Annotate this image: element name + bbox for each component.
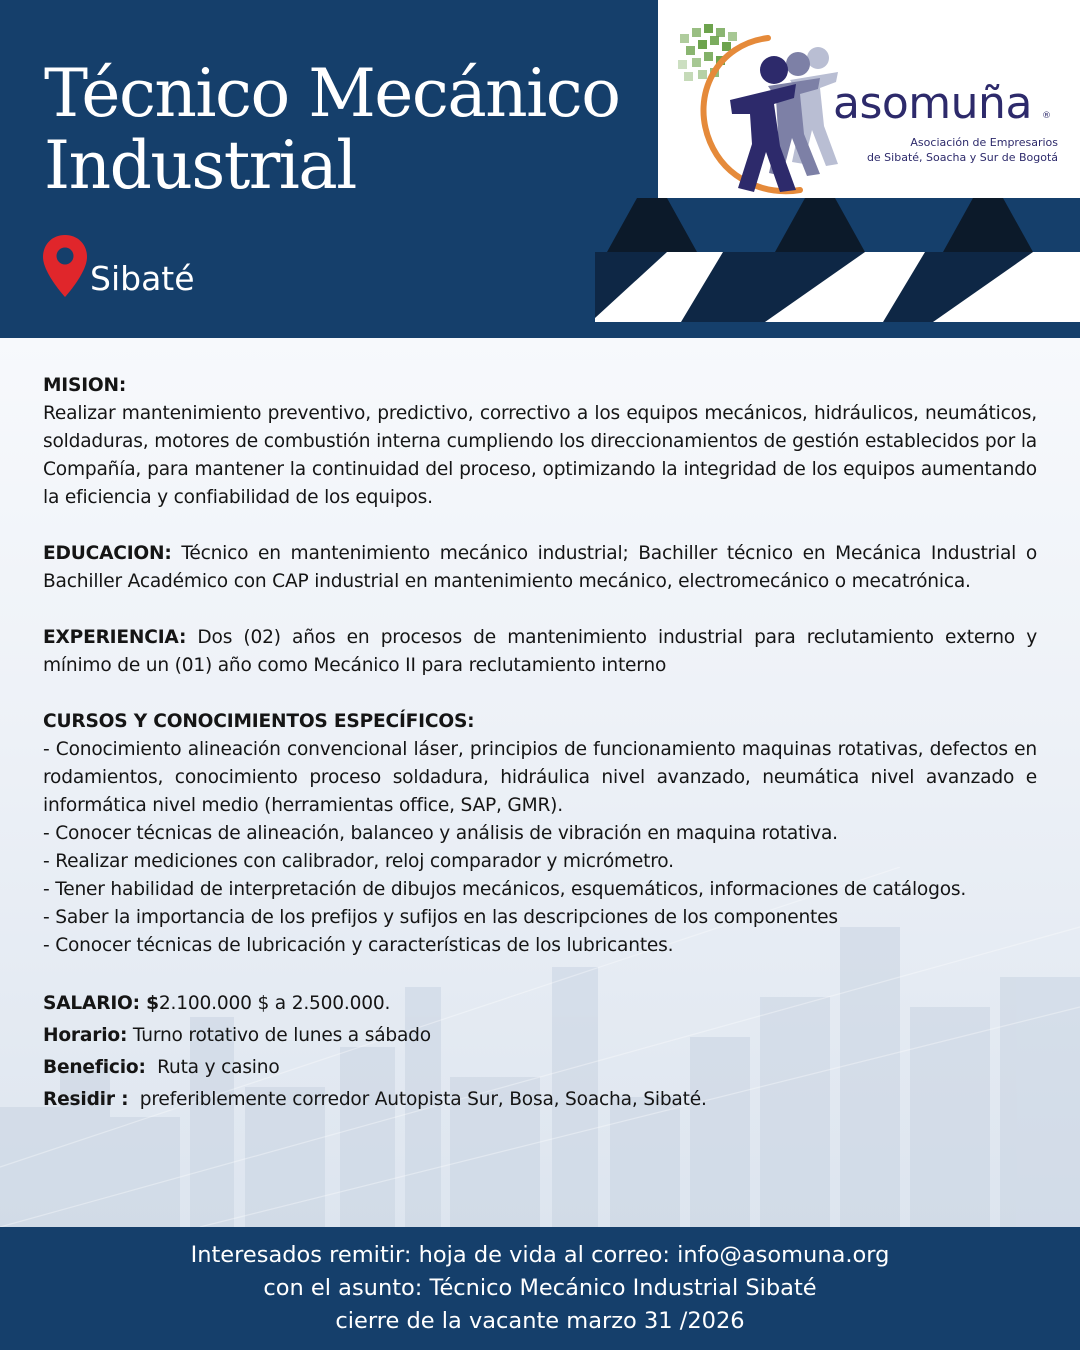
experiencia-label: EXPERIENCIA: [43, 627, 187, 648]
map-pin-icon [40, 233, 90, 299]
job-title-line1: Técnico Mecánico [44, 55, 620, 132]
logo-subtitle-line2: de Sibaté, Soacha y Sur de Bogotá [866, 151, 1058, 164]
horario-label: Horario: [43, 1025, 128, 1046]
logo-registered-mark: ® [1042, 111, 1051, 121]
logo-subtitle [808, 135, 1058, 165]
salario-value: 2.100.000 $ a 2.500.000. [158, 993, 391, 1014]
decorative-stripes [595, 198, 1080, 322]
footer-line2: con el asunto: Técnico Mecánico Industrial Sibaté [263, 1275, 817, 1301]
beneficio-value: Ruta y casino [145, 1057, 280, 1078]
mision-label: MISION: [43, 375, 127, 396]
beneficio-row [43, 1052, 1037, 1084]
salario-label: SALARIO: $ [43, 993, 159, 1014]
cursos-label: CURSOS Y CONOCIMIENTOS ESPECÍFICOS: [43, 711, 475, 732]
location-label: Sibaté [90, 259, 195, 298]
cursos-item: - Saber la importancia de los prefijos y sufijos en las descripciones de los componentes [43, 907, 838, 928]
logo-figures-icon [670, 14, 856, 204]
logo-subtitle-line1: Asociación de Empresarios [910, 136, 1058, 149]
footer-line3: cierre de la vacante marzo 31 /2026 [335, 1308, 745, 1334]
educacion-section [43, 540, 1037, 596]
job-title-line2: Industrial [44, 127, 356, 204]
horario-value: Turno rotativo de lunes a sábado [127, 1025, 431, 1046]
cursos-item: - Conocimiento alineación convencional láser, principios de funcionamiento maquinas rotativas, defectos en rodamientos, conocimiento proceso soldadura, hidráulica nivel avanzado, neumática nivel avanzado e informática nivel medio (herramientas office, SAP, GMR). [43, 739, 1037, 816]
job-description-panel [0, 338, 1080, 1227]
cursos-item: - Conocer técnicas de lubricación y características de los lubricantes. [43, 935, 674, 956]
footer-line1: Interesados remitir: hoja de vida al correo: info@asomuna.org [190, 1242, 890, 1268]
cursos-item: - Realizar mediciones con calibrador, reloj comparador y micrómetro. [43, 851, 674, 872]
footer-contact [0, 1227, 1080, 1350]
cursos-item: - Tener habilidad de interpretación de dibujos mecánicos, esquemáticos, informaciones de catálogos. [43, 879, 967, 900]
residir-row [43, 1084, 1037, 1116]
residir-value: preferiblemente corredor Autopista Sur, Bosa, Soacha, Sibaté. [128, 1089, 707, 1110]
mision-text: Realizar mantenimiento preventivo, predictivo, correctivo a los equipos mecánicos, hidráulicos, neumáticos, soldaduras, motores de combustión interna cumpliendo los direccionamientos de gestión establecidos por la Compañía, para mantener la continuidad del proceso, optimizando la integridad de los equipos aumentando la eficiencia y confiabilidad de los equipos. [43, 403, 1037, 508]
experiencia-section [43, 624, 1037, 680]
salario-row [43, 988, 1037, 1020]
header-banner [0, 0, 1080, 338]
educacion-label: EDUCACION: [43, 543, 172, 564]
cursos-item: - Conocer técnicas de alineación, balanceo y análisis de vibración en maquina rotativa. [43, 823, 838, 844]
beneficio-label: Beneficio: [43, 1057, 146, 1078]
educacion-text: Técnico en mantenimiento mecánico industrial; Bachiller técnico en Mecánica Industrial o Bachiller Académico con CAP industrial en mantenimiento mecánico, electromecánico o mecatrónica. [43, 543, 1037, 592]
residir-label: Residir : [43, 1089, 129, 1110]
job-content [43, 372, 1037, 1116]
horario-row [43, 1020, 1037, 1052]
job-title [44, 55, 644, 204]
logo-name: asomuña [833, 78, 1032, 129]
experiencia-text: Dos (02) años en procesos de mantenimiento industrial para reclutamiento externo y mínimo de un (01) año como Mecánico II para reclutamiento interno [43, 627, 1037, 676]
